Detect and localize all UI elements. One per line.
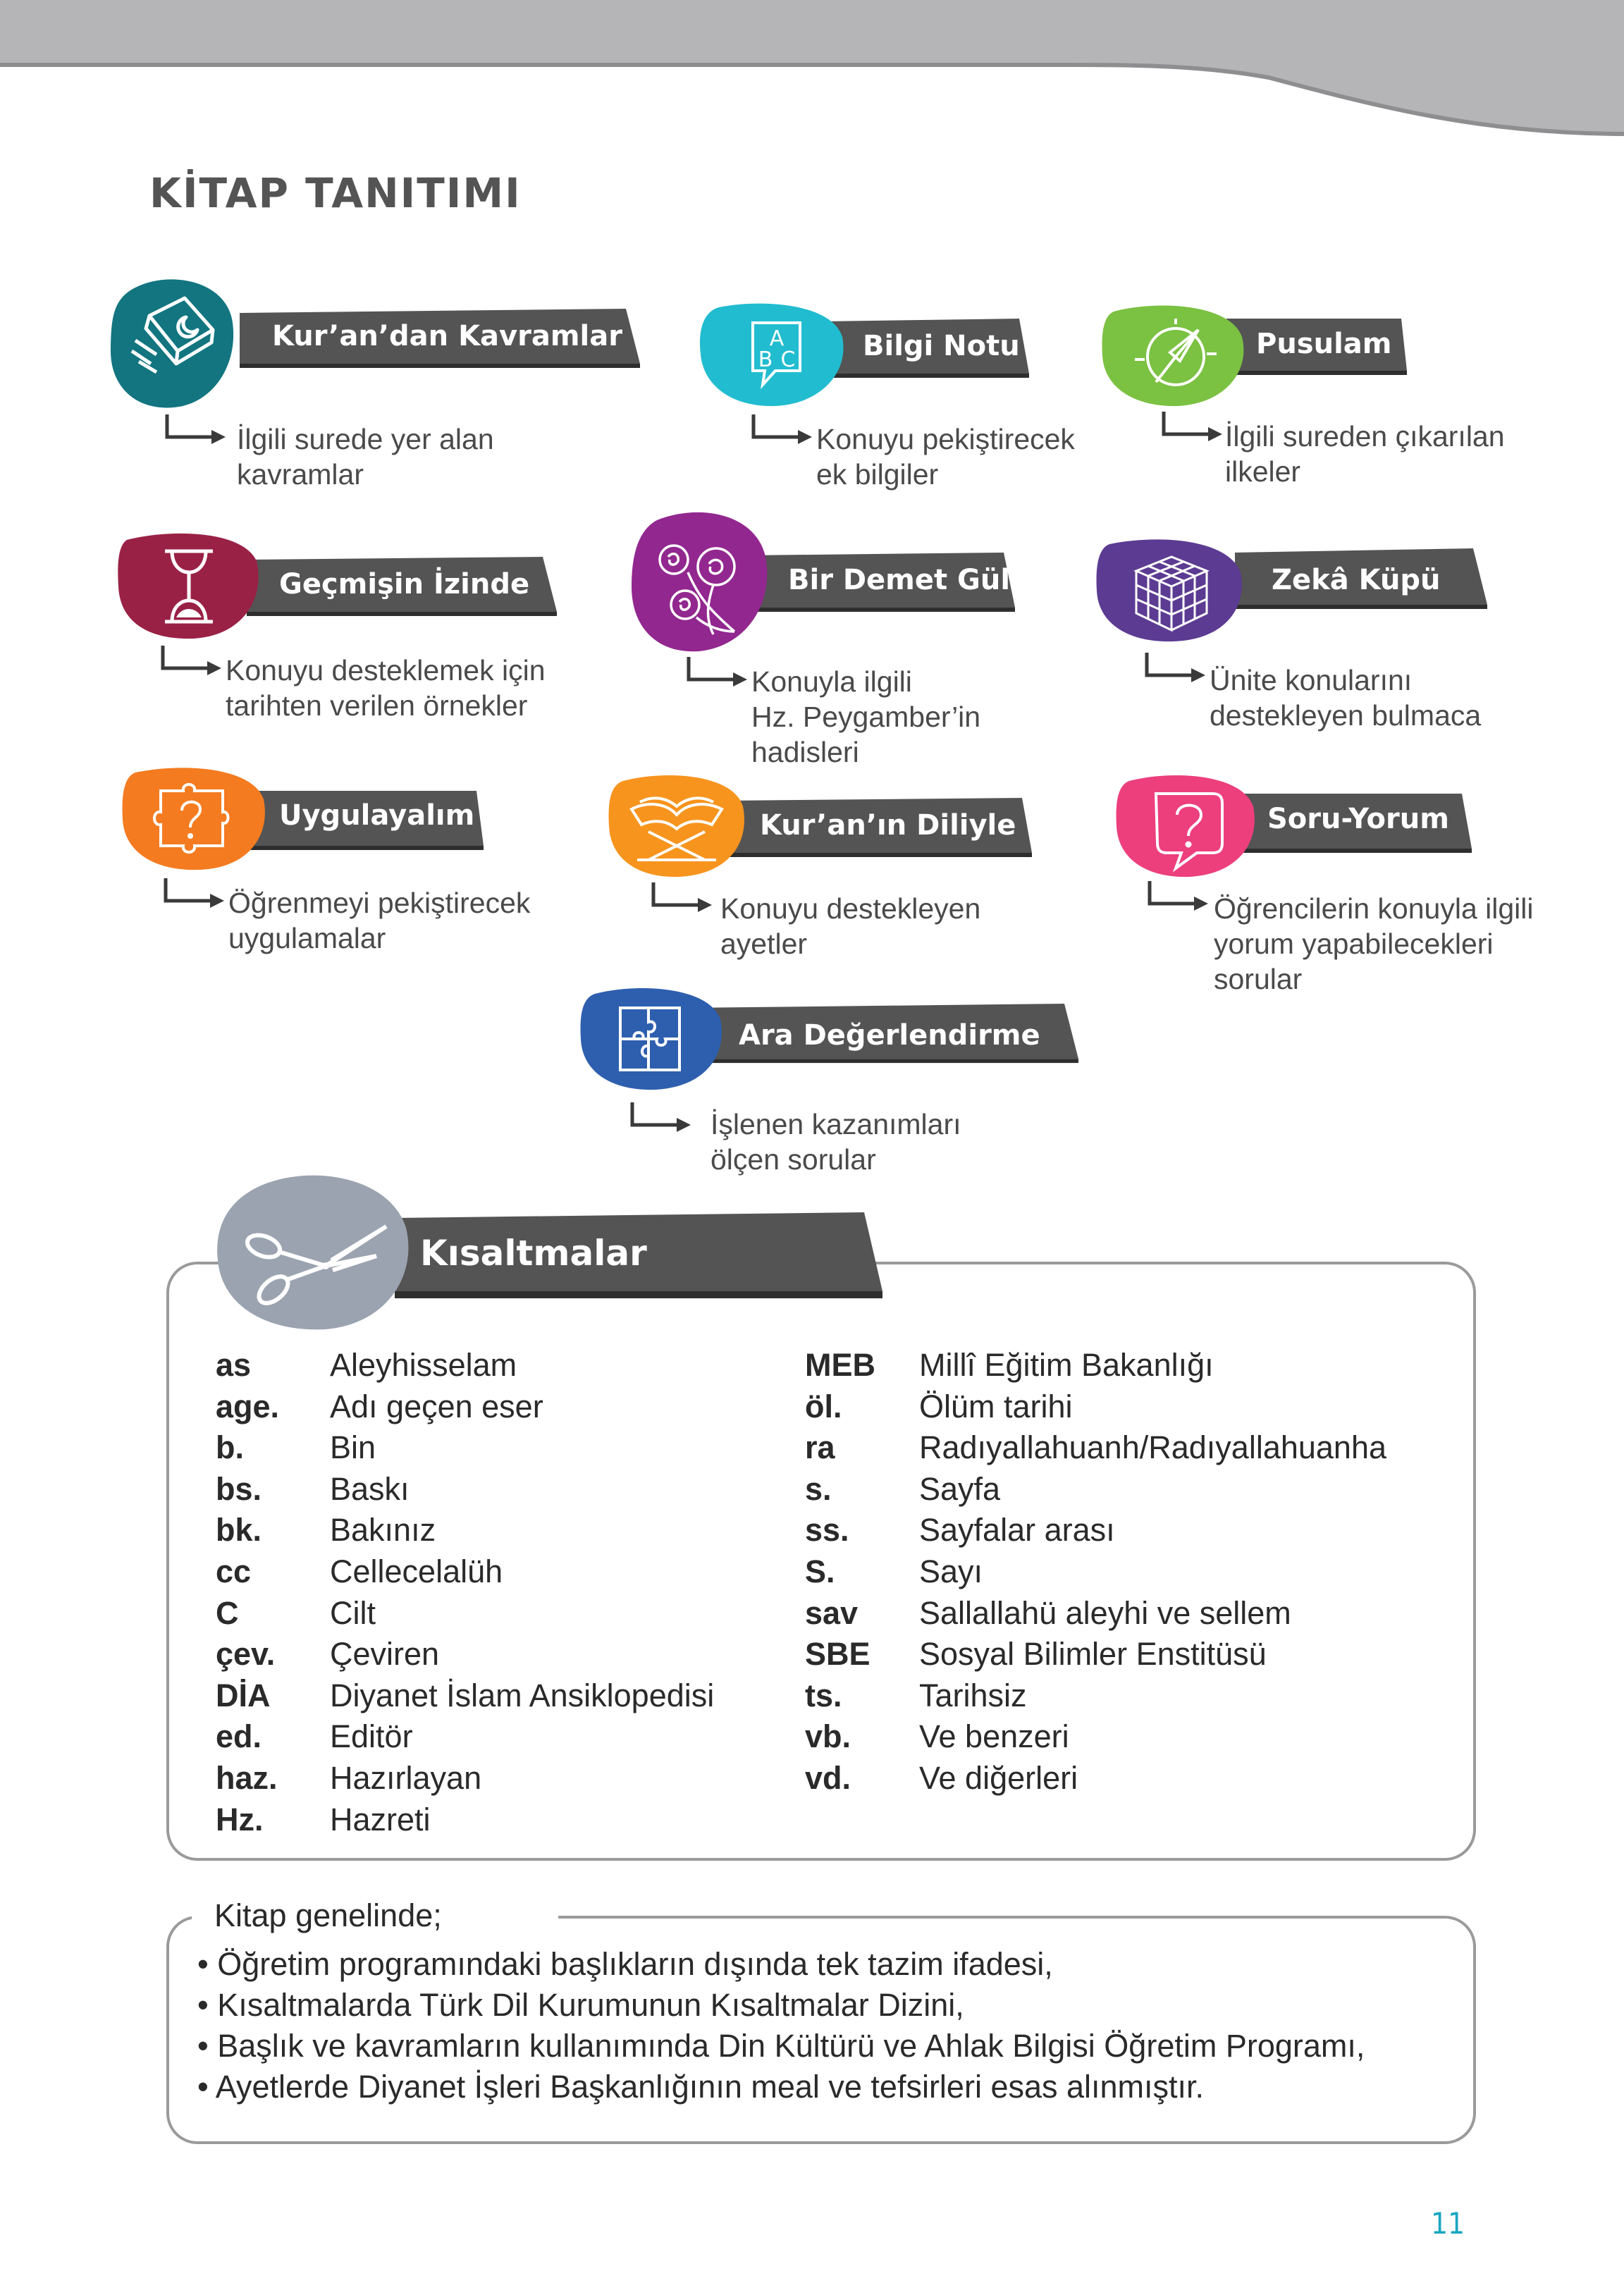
abbreviation-meaning: Tarihsiz	[919, 1677, 1027, 1713]
feature-kuranin-diliyle-bar	[725, 798, 1032, 858]
abbreviation: SBE	[805, 1636, 871, 1673]
scissors-icon	[213, 1167, 410, 1334]
puzzle-icon	[578, 985, 726, 1092]
abbreviation: ts.	[805, 1677, 842, 1713]
svg-text:C: C	[780, 347, 796, 372]
arrow-icon	[162, 878, 226, 913]
abbreviation: vb.	[805, 1718, 851, 1755]
feature-kuran-kavramlar-bar	[240, 309, 640, 369]
feature-description: İlgili surede yer alan kavramlar	[237, 423, 494, 491]
feature-soru-yorum-bar	[1238, 794, 1472, 854]
feature-description: Konuyu desteklemek için tarihten verilen örnekler	[226, 654, 546, 722]
puzzle-question-icon	[120, 765, 268, 873]
arrow-icon	[159, 646, 223, 681]
abbreviation: as	[216, 1347, 252, 1383]
abbreviation-meaning: Sayfa	[919, 1470, 1001, 1507]
feature-bir-demet-gul-bar	[746, 553, 1015, 613]
arrow-icon	[164, 414, 227, 450]
abbreviation-meaning: Sayı	[919, 1553, 983, 1589]
feature-uygulayalim-bar	[248, 791, 484, 851]
feature-title: Bilgi Notu	[863, 330, 1020, 362]
hourglass-icon	[114, 530, 262, 641]
abbreviation-meaning: Sallallahü aleyhi ve sellem	[919, 1594, 1291, 1631]
abbreviation-meaning: Aleyhisselam	[330, 1347, 517, 1383]
abbreviation-meaning: Radıyallahuanh/Radıyallahuanha	[919, 1429, 1387, 1466]
feature-title: Kur’an’ın Diliyle	[760, 809, 1016, 842]
abbreviation: b.	[216, 1429, 244, 1466]
abc-speech-icon	[698, 302, 846, 409]
feature-description: İşlenen kazanımları ölçen sorular	[710, 1108, 961, 1176]
abbreviation: ra	[805, 1429, 835, 1466]
feature-description: Konuyu destekleyen ayetler	[720, 892, 981, 960]
arrow-icon	[1160, 412, 1224, 447]
abbreviation-meaning: Cilt	[330, 1594, 376, 1631]
abbreviation-meaning: Sosyal Bilimler Enstitüsü	[919, 1636, 1267, 1673]
abbreviation-meaning: Çeviren	[330, 1636, 440, 1673]
top-decorative-band	[0, 0, 1624, 141]
abbreviation: s.	[805, 1470, 832, 1507]
abbreviation: MEB	[805, 1347, 875, 1383]
abbreviation: bk.	[216, 1512, 262, 1549]
feature-description: Öğrencilerin konuyla ilgili yorum yapabilecekleri sorular	[1214, 892, 1534, 995]
abbreviations-title: Kısaltmalar	[420, 1233, 647, 1274]
abbreviation: ss.	[805, 1512, 849, 1549]
abbreviation-meaning: Hazırlayan	[330, 1759, 482, 1796]
svg-text:B: B	[758, 347, 773, 372]
arrow-icon	[629, 1102, 692, 1138]
svg-text:A: A	[769, 326, 785, 351]
abbreviation: vd.	[805, 1759, 851, 1796]
page-title: KİTAP TANITIMI	[149, 169, 522, 217]
quran-stand-icon	[606, 772, 747, 880]
abbreviation: Hz.	[216, 1801, 264, 1837]
abbreviation: haz.	[216, 1759, 278, 1796]
abbreviation-meaning: Hazreti	[330, 1801, 431, 1837]
abbreviation-meaning: Ve diğerleri	[919, 1759, 1078, 1796]
feature-gecmisin-izinde-bar	[247, 557, 557, 617]
feature-bilgi-notu-bar	[823, 319, 1029, 379]
abbreviation: C	[216, 1594, 239, 1631]
feature-title: Uygulayalım	[279, 799, 475, 832]
feature-description: Konuyu pekiştirecek ek bilgiler	[816, 423, 1075, 491]
abbreviation-meaning: Adı geçen eser	[330, 1388, 543, 1424]
abbreviations-title-bar	[395, 1212, 882, 1300]
book-icon	[107, 273, 234, 414]
abbreviation-meaning: Ve benzeri	[919, 1718, 1069, 1755]
abbreviation: S.	[805, 1553, 835, 1589]
abbreviation: öl.	[805, 1388, 842, 1424]
feature-title: Bir Demet Gül	[788, 564, 1011, 596]
feature-title: Pusulam	[1256, 328, 1392, 360]
abbreviation-meaning: Ölüm tarihi	[919, 1388, 1073, 1424]
arrow-icon	[650, 882, 713, 918]
abbreviation: çev.	[216, 1636, 276, 1673]
abbreviation-meaning: Sayfalar arası	[919, 1512, 1115, 1549]
abbreviation-meaning: Baskı	[330, 1470, 410, 1507]
abbreviation-meaning: Millî Eğitim Bakanlığı	[919, 1347, 1214, 1383]
feature-description: Öğrenmeyi pekiştirecek uygulamalar	[228, 887, 531, 954]
abbreviation-meaning: Bin	[330, 1429, 376, 1466]
abbreviation: cc	[216, 1553, 252, 1589]
compass-icon	[1100, 303, 1248, 409]
feature-title: Ara Değerlendirme	[739, 1019, 1040, 1052]
abbreviation-meaning: Cellecelalüh	[330, 1553, 503, 1589]
question-bubble-icon	[1114, 772, 1257, 880]
rose-icon	[629, 507, 770, 655]
feature-description: Konuyla ilgili Hz. Peygamber’in hadisleri	[751, 665, 981, 768]
feature-description: Ünite konularını destekleyen bulmaca	[1210, 664, 1482, 732]
feature-title: Kur’an’dan Kavramlar	[272, 320, 622, 352]
arrow-icon	[1146, 881, 1210, 916]
page-number: 11	[1431, 2206, 1465, 2241]
cube-icon	[1094, 537, 1245, 644]
feature-title: Zekâ Küpü	[1272, 564, 1441, 596]
abbreviation: bs.	[216, 1470, 262, 1507]
note-item: • Başlık ve kavramların kullanımında Din Kültürü ve Ahlak Bilgisi Öğretim Programı,	[197, 2028, 1365, 2064]
feature-pusulam-bar	[1226, 319, 1407, 379]
arrow-icon	[750, 414, 813, 450]
arrow-icon	[685, 657, 749, 692]
abbreviation: age.	[216, 1388, 280, 1424]
note-item: • Öğretim programındaki başlıkların dışında tek tazim ifadesi,	[197, 1946, 1053, 1982]
feature-ara-degerlendirme-bar	[703, 1004, 1078, 1064]
abbreviation: sav	[805, 1594, 859, 1631]
notes-title: Kitap genelinde;	[204, 1896, 455, 1935]
abbreviation: DİA	[216, 1677, 271, 1713]
abbreviation: ed.	[216, 1718, 262, 1755]
arrow-icon	[1143, 653, 1207, 688]
feature-title: Geçmişin İzinde	[279, 568, 530, 601]
abbreviation-meaning: Diyanet İslam Ansiklopedisi	[330, 1677, 715, 1713]
feature-zeka-kupu-bar	[1235, 548, 1487, 609]
abbreviation-meaning: Editör	[330, 1718, 413, 1755]
note-item: • Ayetlerde Diyanet İşleri Başkanlığının meal ve tefsirleri esas alınmıştır.	[197, 2069, 1205, 2105]
note-item: • Kısaltmalarda Türk Dil Kurumunun Kısaltmalar Dizini,	[197, 1987, 964, 2023]
feature-description: İlgili sureden çıkarılan ilkeler	[1225, 420, 1505, 488]
abbreviation-meaning: Bakınız	[330, 1512, 436, 1549]
feature-title: Soru-Yorum	[1267, 803, 1449, 835]
